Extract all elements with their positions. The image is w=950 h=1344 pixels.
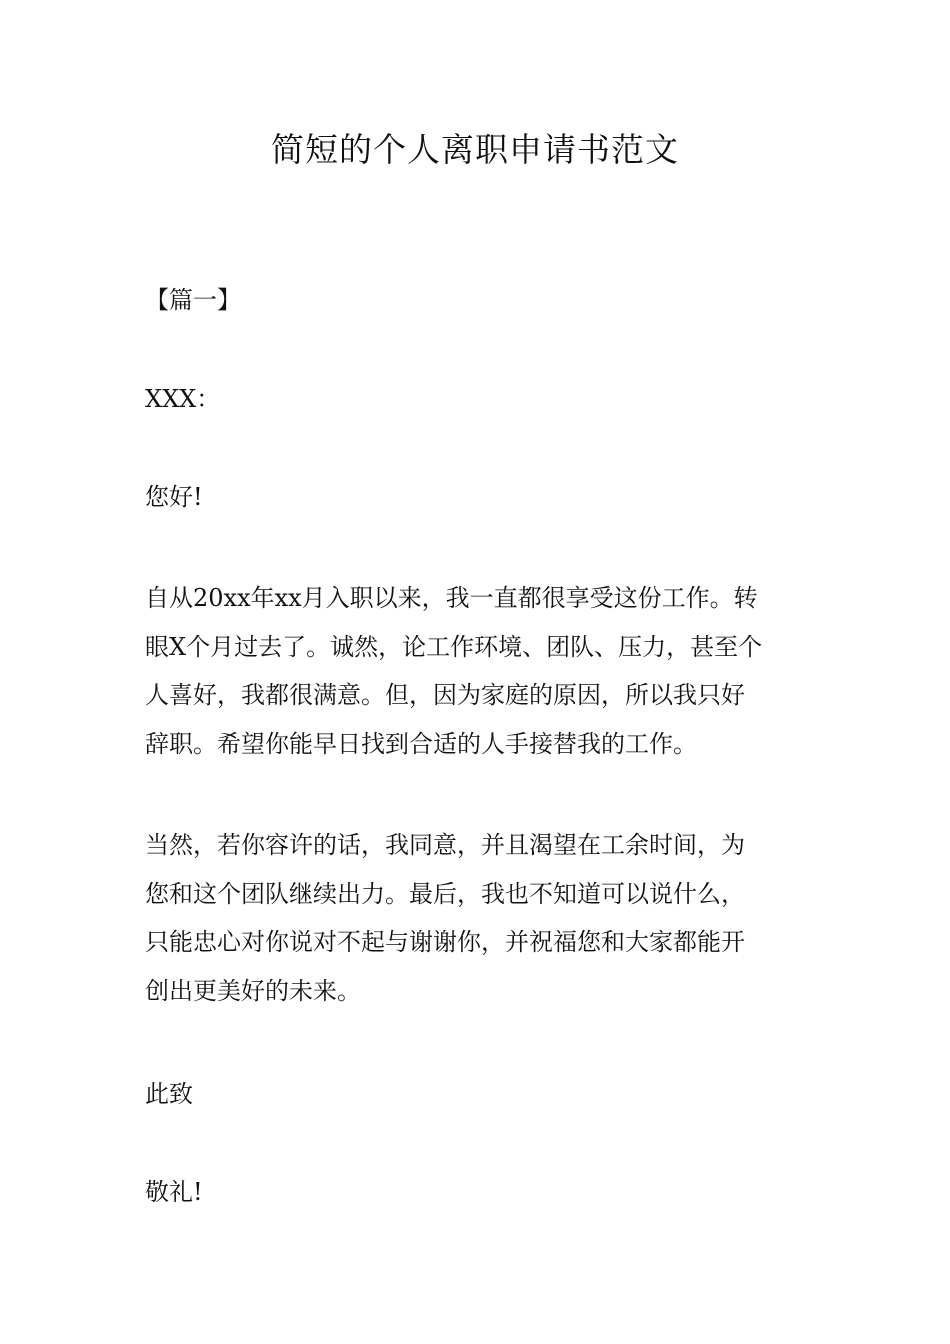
paragraph-line: 自从20xx年xx月入职以来，我一直都很享受这份工作。转 [145,584,758,612]
paragraph-line: 当然，若你容许的话，我同意，并且渴望在工余时间，为 [145,831,745,859]
greeting: 您好! [145,483,203,511]
closing-line-1: 此致 [145,1080,193,1108]
document-title: 简短的个人离职申请书范文 [271,130,679,169]
paragraph-line: 创出更美好的未来。 [145,976,361,1005]
paragraph-2 [145,821,810,1015]
salutation: XXX： [145,385,221,413]
closing-line-2: 敬礼! [145,1178,203,1206]
paragraph-line: 眼X个月过去了。诚然，论工作环境、团队、压力，甚至个 [145,632,763,661]
paragraph-line: 人喜好，我都很满意。但，因为家庭的原因，所以我只好 [145,681,745,709]
paragraph-line: 辞职。希望你能早日找到合适的人手接替我的工作。 [145,729,697,758]
paragraph-line: 只能忠心对你说对不起与谢谢你，并祝福您和大家都能开 [145,928,745,956]
paragraph-line: 您和这个团队继续出力。最后，我也不知道可以说什么， [145,879,745,908]
section-label: 【篇一】 [145,286,241,314]
paragraph-1 [145,574,810,768]
